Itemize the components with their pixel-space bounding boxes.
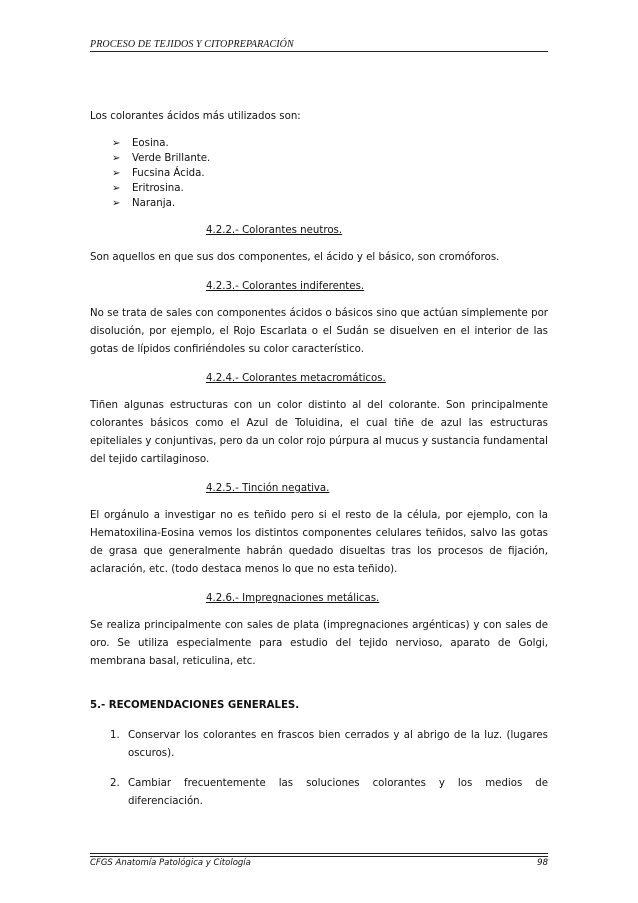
acid-dyes-list <box>90 136 548 211</box>
subsection-body: Son aquellos en que sus dos componentes, el ácido y el básico, son cromóforos. <box>90 252 500 263</box>
subsection-body: Tiñen algunas estructuras con un color distinto al del colorante. Son principalmente colorantes básicos como el Azul de Toluidina, el cual tiñe de azul las estructuras epiteliales y conjuntivas, pero da un color rojo púrpura al mucus y sustancia fundamental del tejido cartilaginoso. <box>90 400 548 465</box>
item-number: 1. <box>110 730 120 741</box>
arrow-bullet-icon: ➢ <box>112 168 121 179</box>
list-item: 2. Cambiar frecuentemente las soluciones colorantes y los medios de diferenciación. <box>90 775 548 811</box>
arrow-bullet-icon: ➢ <box>112 198 121 209</box>
arrow-bullet-icon: ➢ <box>112 183 121 194</box>
footer-course: CFGS Anatomía Patológica y Citología <box>90 858 251 868</box>
section-title: 5.- RECOMENDACIONES GENERALES. <box>90 700 300 711</box>
subsection-heading: 4.2.4.- Colorantes metacromáticos. <box>206 373 386 384</box>
subsection-heading: 4.2.6.- Impregnaciones metálicas. <box>206 593 380 604</box>
list-item: ➢ Fucsina Ácida. <box>112 168 205 179</box>
recommendations-list <box>90 727 548 811</box>
subsection-heading: 4.2.3.- Colorantes indiferentes. <box>206 281 365 292</box>
footer-rule <box>90 856 548 857</box>
list-item: ➢ Eosina. <box>112 138 169 149</box>
subsection-heading: 4.2.2.- Colorantes neutros. <box>206 225 343 236</box>
header-rule <box>90 51 548 52</box>
list-item: ➢ Verde Brillante. <box>112 153 211 164</box>
list-item: ➢ Eritrosina. <box>112 183 184 194</box>
intro-paragraph: Los colorantes ácidos más utilizados son: <box>90 111 301 122</box>
page-body <box>90 108 548 811</box>
list-item: 1. Conservar los colorantes en frascos bien cerrados y al abrigo de la luz. (lugares oscuros). <box>90 727 548 763</box>
page-number: 98 <box>537 858 548 868</box>
subsection-body: No se trata de sales con componentes ácidos o básicos sino que actúan simplemente por disolución, por ejemplo, el Rojo Escarlata o el Sudán se disuelven en el interior de las gotas de lípidos confiriéndoles su color característico. <box>90 308 548 355</box>
item-number: 2. <box>110 778 120 789</box>
subsection-body: Se realiza principalmente con sales de plata (impregnaciones argénticas) y con sales de oro. Se utiliza especialmente para estudio del tejido nervioso, aparato de Golgi, membrana basal, reticulina, etc. <box>90 620 548 667</box>
subsection-heading: 4.2.5.- Tinción negativa. <box>206 483 330 494</box>
page-header: PROCESO DE TEJIDOS Y CITOPREPARACIÓN <box>90 39 294 50</box>
arrow-bullet-icon: ➢ <box>112 138 121 149</box>
footer-rule <box>90 853 548 854</box>
subsection-body: El orgánulo a investigar no es teñido pero si el resto de la célula, por ejemplo, con la Hematoxilina-Eosina vemos los distintos componentes celulares teñidos, salvo las gotas de grasa que generalmente habrán quedado disueltas tras los procesos de fijación, aclaración, etc. (todo destaca menos lo que no esta teñido). <box>90 510 548 575</box>
page-footer <box>90 858 548 868</box>
list-item: ➢ Naranja. <box>112 198 176 209</box>
arrow-bullet-icon: ➢ <box>112 153 121 164</box>
